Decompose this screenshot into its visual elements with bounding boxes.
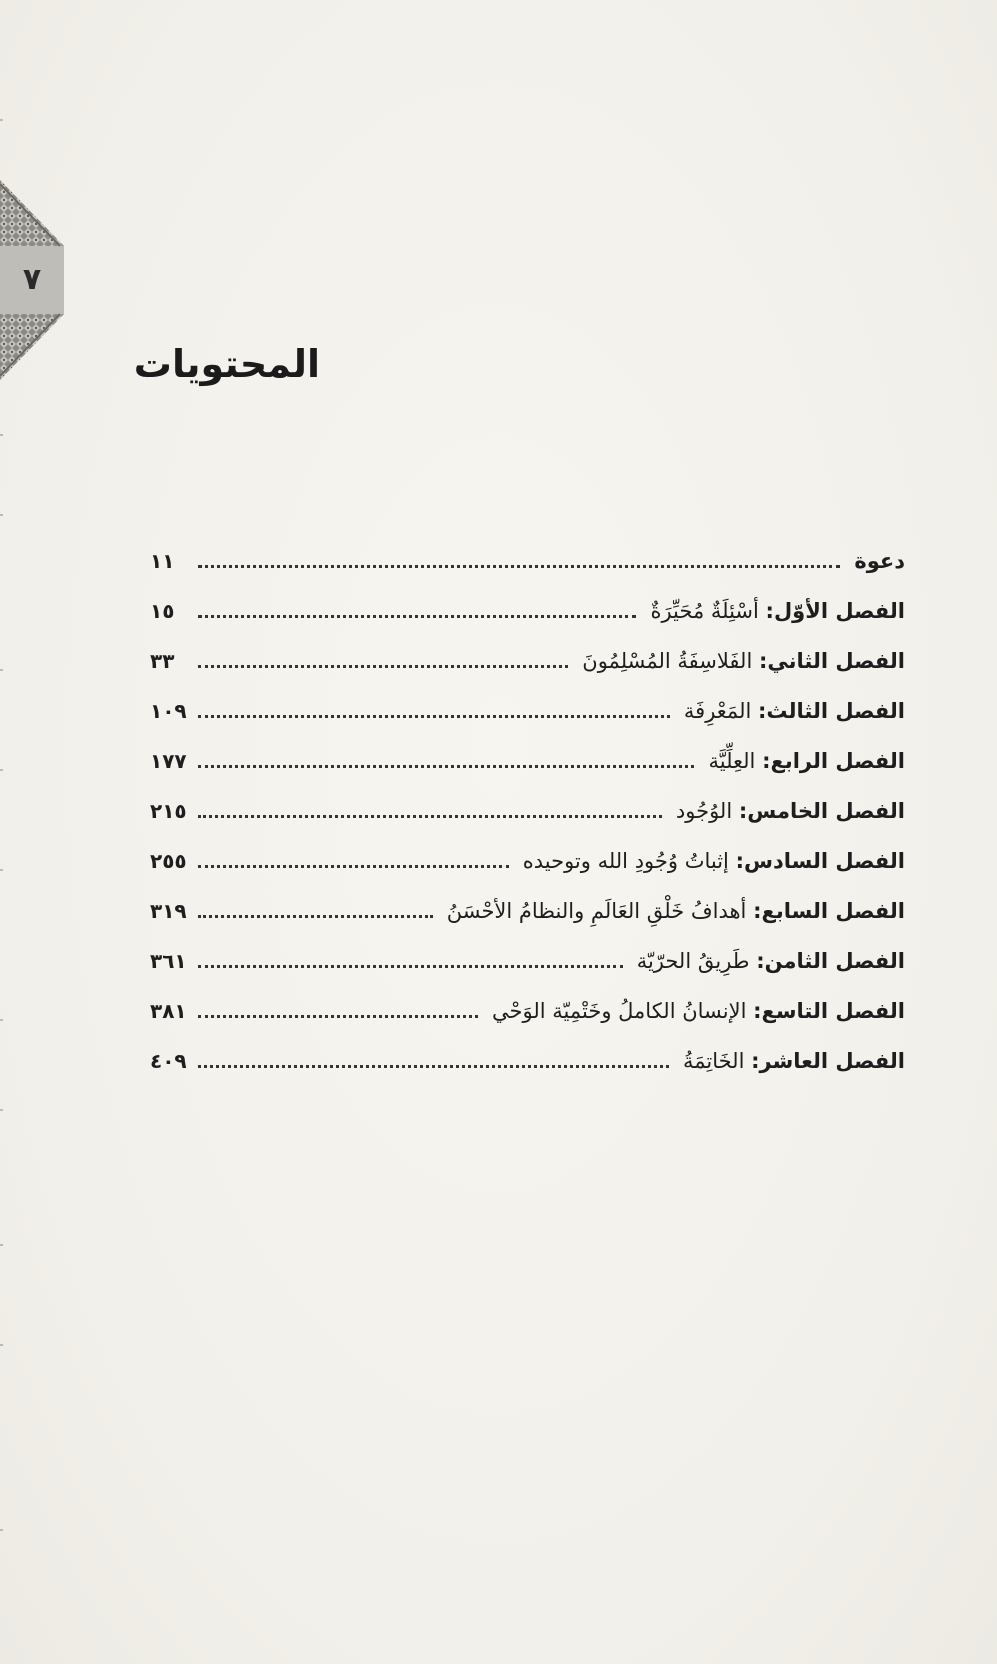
toc-page-number: ١١ [150,549,175,573]
toc-entry [515,847,905,875]
toc-subtitle: إثباتُ وُجُودِ الله وتوحيده [522,849,729,873]
toc-label: الفصل العاشر: [751,1049,905,1073]
toc-row [150,825,905,875]
toc-label: دعوة [854,549,905,573]
leader-dots [198,915,433,918]
toc-entry [668,797,905,825]
toc-row [150,975,905,1025]
leader-dots [198,1065,669,1068]
toc-entry [629,947,905,975]
table-of-contents [150,525,905,1075]
toc-page-number: ٣١٩ [150,899,187,923]
toc-entry [675,1047,905,1075]
toc-label: الفصل الثالث: [758,699,905,723]
leader-dots [198,765,694,768]
toc-entry [484,997,905,1025]
toc-subtitle: الخَاتِمَةُ [682,1049,745,1073]
toc-page-number: ١٥ [150,599,175,623]
toc-subtitle: أسْئِلَةٌ مُحَيِّرَةٌ [650,599,759,623]
page-number: ٧ [22,261,42,297]
toc-subtitle: المَعْرِفَة [683,699,752,723]
toc-subtitle: أهدافُ خَلْقِ العَالَمِ والنظامُ الأحْسَنُ [446,899,747,923]
toc-page-number: ٢٥٥ [150,849,187,873]
leader-dots [198,965,623,968]
toc-entry [676,697,905,725]
toc-page-number: ١٠٩ [150,699,187,723]
toc-entry [700,747,905,775]
toc-row [150,525,905,575]
toc-page-number: ٤٠٩ [150,1049,187,1073]
toc-row [150,725,905,775]
toc-row [150,925,905,975]
toc-entry [574,647,905,675]
toc-subtitle: الفَلاسِفَةُ المُسْلِمُونَ [582,649,753,673]
leader-dots [198,615,636,618]
leader-dots [198,715,670,718]
toc-row [150,675,905,725]
leader-dots [198,665,568,668]
toc-entry [439,897,905,925]
toc-subtitle: طَرِيقُ الحرّيّة [636,949,750,973]
toc-page-number: ٢١٥ [150,799,187,823]
toc-subtitle: العِلِّيَّة [708,749,756,773]
toc-label: الفصل السابع: [753,899,905,923]
toc-subtitle: الوُجُود [675,799,733,823]
toc-subtitle: الإنسانُ الكاملُ وخَتْمِيّة الوَحْي [492,999,747,1023]
toc-entry [846,547,905,575]
toc-page-number: ١٧٧ [150,749,187,773]
toc-row [150,775,905,825]
toc-page-number: ٣٨١ [150,999,187,1023]
toc-entry [642,597,905,625]
toc-label: الفصل الرابع: [762,749,905,773]
leader-dots [198,1015,478,1018]
page-title: المحتويات [133,342,320,386]
toc-row [150,625,905,675]
toc-page-number: ٣٣ [150,649,175,673]
toc-label: الفصل الثاني: [758,649,905,673]
toc-label: الفصل الخامس: [738,799,905,823]
leader-dots [198,565,840,568]
toc-row [150,575,905,625]
leader-dots [198,865,509,868]
toc-row [150,875,905,925]
toc-page-number: ٣٦١ [150,949,187,973]
toc-label: الفصل التاسع: [753,999,905,1023]
toc-row [150,1025,905,1075]
leader-dots [198,815,662,818]
toc-label: الفصل السادس: [735,849,905,873]
toc-label: الفصل الثامن: [756,949,905,973]
toc-label: الفصل الأوّل: [765,599,905,623]
